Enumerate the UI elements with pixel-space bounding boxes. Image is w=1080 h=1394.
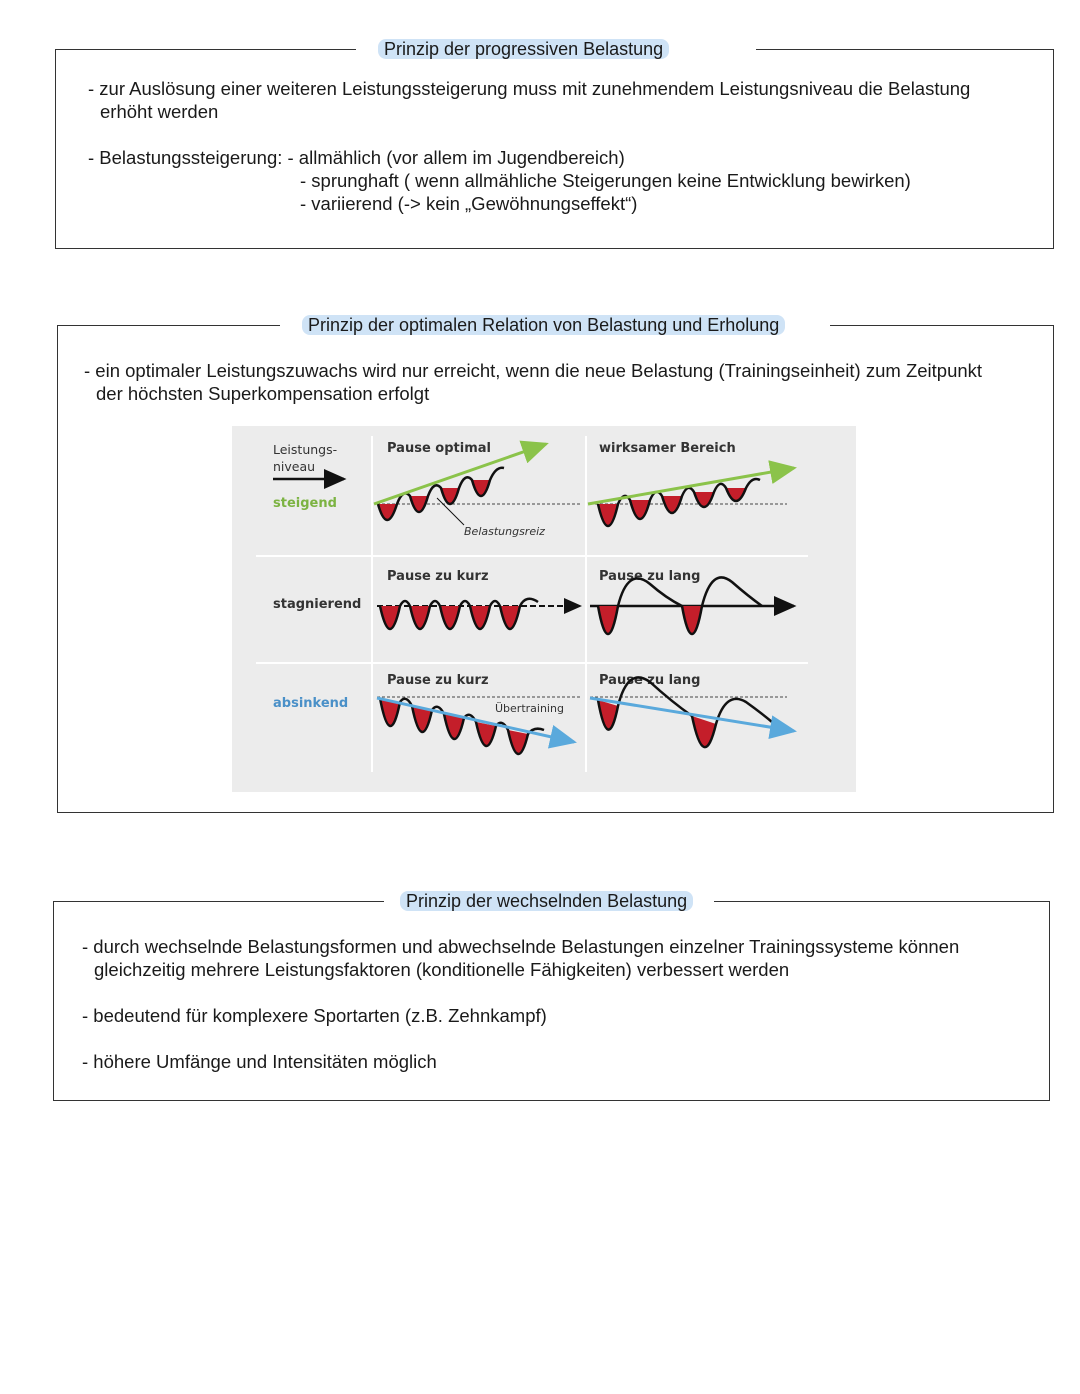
- alternating-line-1b: gleichzeitig mehrere Leistungsfaktoren (konditionelle Fähigkeiten) verbessert werden: [94, 959, 790, 980]
- r2c2-curve: [590, 577, 794, 634]
- r3c1-note: Übertraining: [495, 702, 564, 715]
- progressive-line-1a: - zur Auslösung einer weiteren Leistungssteigerung muss mit zunehmendem Leistungsniveau die Belastung: [88, 78, 971, 99]
- r1c2-title: wirksamer Bereich: [599, 441, 736, 456]
- r1c1-note: Belastungsreiz: [464, 525, 545, 538]
- row-label-steigend: steigend: [273, 496, 337, 511]
- row-label-absinkend: absinkend: [273, 696, 349, 711]
- r2c2-title: Pause zu lang: [599, 569, 701, 584]
- r1c1-title: Pause optimal: [387, 441, 491, 456]
- row-label-stagnierend: stagnierend: [273, 597, 362, 612]
- supercompensation-diagram: [232, 426, 856, 792]
- axis-label-line1: Leistungs-: [273, 442, 338, 457]
- alternating-line-1a: - durch wechselnde Belastungsformen und abwechselnde Belastungen einzelner Trainingssysteme können: [82, 936, 960, 957]
- progressive-line-3: - sprunghaft ( wenn allmähliche Steigerungen keine Entwicklung bewirken): [300, 170, 911, 191]
- diagram-graphics: [232, 426, 856, 792]
- relation-line-1a: - ein optimaler Leistungszuwachs wird nur erreicht, wenn die neue Belastung (Trainingseinheit) zum Zeitpunkt: [84, 360, 983, 381]
- section-alternating-title: Prinzip der wechselnden Belastung: [394, 888, 699, 914]
- section-relation-title: Prinzip der optimalen Relation von Belastung und Erholung: [296, 312, 791, 338]
- r2c1-title: Pause zu kurz: [387, 569, 489, 584]
- alternating-line-3: - höhere Umfänge und Intensitäten möglich: [82, 1051, 437, 1072]
- progressive-line-1b: erhöht werden: [100, 101, 219, 122]
- r1c2-curve: [588, 468, 794, 526]
- relation-line-1b: der höchsten Superkompensation erfolgt: [96, 383, 430, 404]
- r2c1-curve: [377, 599, 580, 629]
- r1c1-curve: [374, 444, 582, 525]
- axis-label-line2: niveau: [273, 459, 316, 474]
- progressive-line-4: - variierend (-> kein „Gewöhnungseffekt“): [300, 193, 638, 214]
- r3c2-title: Pause zu lang: [599, 673, 701, 688]
- r3c2-curve: [590, 677, 794, 747]
- section-progressive-title: Prinzip der progressiven Belastung: [372, 36, 675, 62]
- r3c1-title: Pause zu kurz: [387, 673, 489, 688]
- alternating-line-2: - bedeutend für komplexere Sportarten (z.B. Zehnkampf): [82, 1005, 547, 1026]
- progressive-line-2: - Belastungssteigerung: - allmählich (vor allem im Jugendbereich): [88, 147, 625, 168]
- r3c1-curve: [377, 697, 582, 754]
